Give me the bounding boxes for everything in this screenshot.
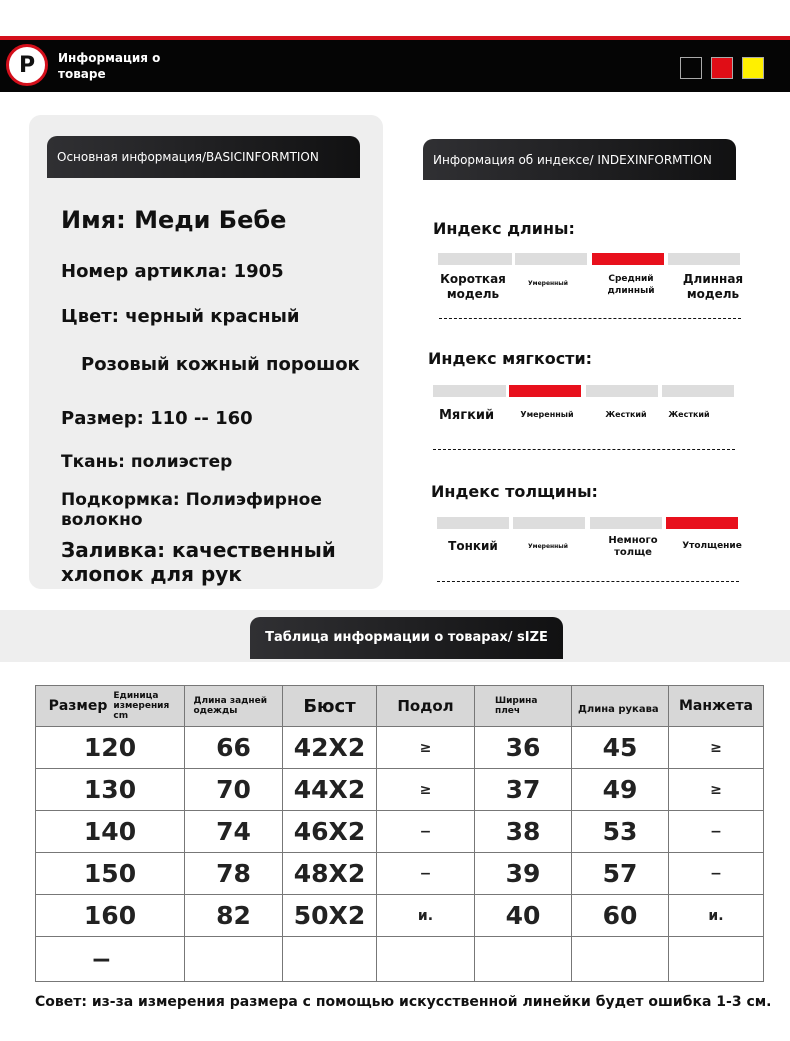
bust-cell: 50X2 [283,895,377,937]
black-color-swatch [680,57,702,79]
softness-label-hard: Жесткий [605,410,647,419]
back-length-cell: 82 [185,895,283,937]
fabric: Ткань: полиэстер [61,452,233,472]
bust-cell: 44X2 [283,769,377,811]
shoulder-header-label: Ширина плеч [495,695,538,716]
length-index-bar-3-selected [592,253,664,265]
shoulder-cell: 38 [475,811,572,853]
thickness-label-moderate: Умеренный [528,543,568,550]
table-row [36,937,764,982]
softness-label-moderate: Умеренный [520,410,574,419]
cuff-cell: ≥ [669,727,764,769]
softness-label-hard-2: Жесткий [668,410,710,419]
shoulder-cell: 36 [475,727,572,769]
unit-header-label: Единица измерения cm [113,691,170,721]
sleeve-cell: 57 [572,853,669,895]
filling: Заливка: качественный хлопок для рук [61,538,336,586]
softness-index-bar-3 [586,385,658,397]
bust-cell: 48X2 [283,853,377,895]
sleeve-cell: 53 [572,811,669,853]
brand-logo [6,44,48,86]
length-label-short: Короткая модель [440,272,506,301]
softness-label-soft: Мягкий [439,408,495,423]
thickness-label-thin: Тонкий [448,539,498,553]
cuff-cell: ≥ [669,769,764,811]
thickness-index-bar-1 [437,517,509,529]
back-length-header [185,686,283,727]
back-length-cell: 78 [185,853,283,895]
product-color: Цвет: черный красный [61,306,300,327]
length-label-moderate: Умеренный [528,280,568,287]
product-color-extra: Розовый кожный порошок [81,354,360,375]
hem-cell: ≥ [377,727,475,769]
size-cell: 120 [36,727,185,769]
product-info-header [0,36,790,92]
table-row [36,727,764,769]
brand-logo-letter: P [18,52,36,78]
hem-header: Подол [377,686,475,727]
size-header-label: Размер [48,698,108,714]
bust-cell: 46X2 [283,811,377,853]
sleeve-cell: 49 [572,769,669,811]
product-name: Имя: Меди Бебе [61,206,287,234]
table-row [36,895,764,937]
yellow-color-swatch [742,57,764,79]
length-label-medium-long: Средний длинный [607,274,655,296]
size-information-table [35,685,764,982]
softness-index-title: Индекс мягкости: [428,349,593,368]
shoulder-cell [475,937,572,982]
table-row [36,853,764,895]
cuff-cell: и. [669,895,764,937]
size-cell: 130 [36,769,185,811]
cuff-cell [669,937,764,982]
index-information-tab: Информация об индексе/ INDEXINFORMTION [423,139,736,180]
article-number: Номер артикла: 1905 [61,261,284,282]
sleeve-header [572,686,669,727]
length-label-long: Длинная модель [682,272,744,301]
cuff-cell: − [669,853,764,895]
bust-header: Бюст [283,686,377,727]
sleeve-header-label: Длина рукава [578,703,659,715]
shoulder-cell: 37 [475,769,572,811]
size-table-header-row [36,686,764,727]
hem-cell: ≥ [377,769,475,811]
length-index-bar-2 [515,253,587,265]
shoulder-cell: 39 [475,853,572,895]
softness-index-bar-4 [662,385,734,397]
shoulder-cell: 40 [475,895,572,937]
back-length-cell: 70 [185,769,283,811]
size-cell: 140 [36,811,185,853]
back-length-header-label: Длина задней одежды [193,695,268,716]
thickness-index-bar-4-selected [666,517,738,529]
table-row [36,769,764,811]
header-title: Информация о товаре [58,51,161,81]
cuff-header: Манжета [669,686,764,727]
hem-cell: − [377,811,475,853]
length-index-title: Индекс длины: [433,219,575,238]
size-range: Размер: 110 -- 160 [61,408,253,429]
back-length-cell: 74 [185,811,283,853]
basic-information-tab: Основная информация/BASICINFORMTION [47,136,360,178]
softness-index-bar-1 [433,385,506,397]
hem-cell [377,937,475,982]
back-length-cell [185,937,283,982]
bust-cell: 42X2 [283,727,377,769]
hem-cell: − [377,853,475,895]
sleeve-cell: 60 [572,895,669,937]
thickness-index-divider [437,581,739,582]
softness-index-bar-2-selected [509,385,581,397]
lining: Подкормка: Полиэфирное волокно [61,490,322,530]
sleeve-cell: 45 [572,727,669,769]
measurement-tip: Совет: из-за измерения размера с помощью искусственной линейки будет ошибка 1-3 см. [35,994,772,1010]
table-row [36,811,764,853]
thickness-index-title: Индекс толщины: [431,482,598,501]
hem-cell: и. [377,895,475,937]
product-table-tab: Таблица информации о товарах/ sIZE [250,617,563,659]
size-table-body [36,727,764,982]
length-index-divider [439,318,741,319]
red-color-swatch [711,57,733,79]
size-table-head [36,686,764,727]
size-header [36,686,185,727]
thickness-index-bar-2 [513,517,585,529]
size-cell: − [36,937,185,982]
bust-cell [283,937,377,982]
sleeve-cell [572,937,669,982]
thickness-index-bar-3 [590,517,662,529]
size-cell: 150 [36,853,185,895]
cuff-cell: − [669,811,764,853]
size-header-content [36,691,184,721]
length-index-bar-4 [668,253,740,265]
thickness-label-thick: Утолщение [682,541,742,551]
shoulder-header [475,686,572,727]
length-index-bar-1 [438,253,512,265]
softness-index-divider [433,449,735,450]
thickness-label-slightly-thicker: Немного толще [608,535,658,558]
size-cell: 160 [36,895,185,937]
back-length-cell: 66 [185,727,283,769]
